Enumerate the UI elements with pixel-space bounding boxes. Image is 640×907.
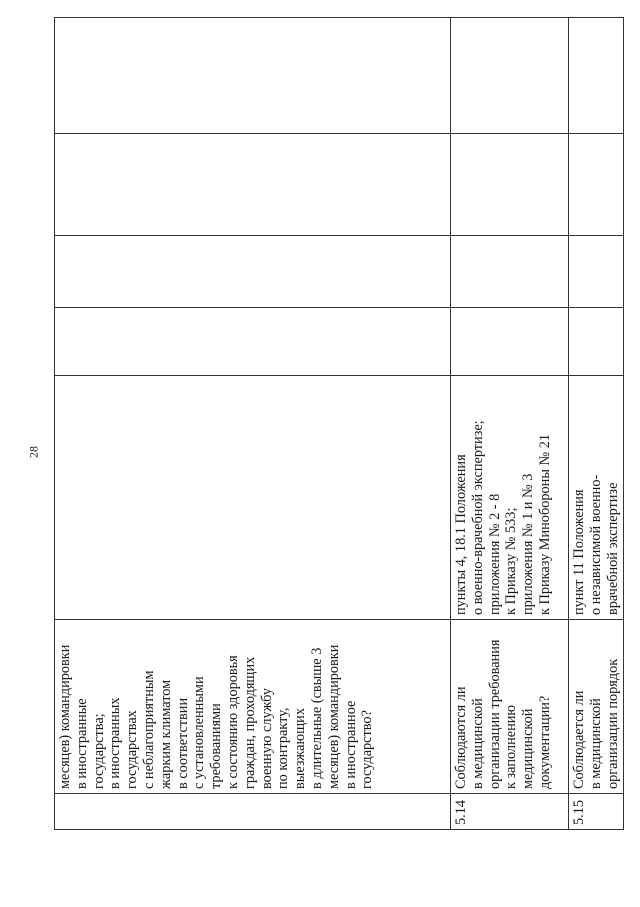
reference-text: пункт 11 Положения о независимой военно- врачебной экспертизе (571, 474, 621, 615)
reference-cell (451, 376, 569, 620)
row-number-cell (451, 794, 569, 830)
question-text: Соблюдается ли в медицинской организации порядок (571, 658, 621, 789)
rotated-table-wrapper (54, 18, 621, 830)
answer-cell (55, 308, 451, 376)
reference-text: пункты 4, 18.1 Положения о военно-врачебной экспертизе; приложения № 2 - 8 к Приказу № 533; приложения № 1 и № 3 к Приказу Минобороны № 21 (453, 420, 553, 615)
question-cell (569, 620, 624, 794)
answer-cell (451, 308, 569, 376)
notes-cell (569, 18, 624, 134)
row-number: 5.15 (571, 799, 587, 825)
answer-cell (55, 236, 451, 308)
row-number-cell (55, 794, 451, 830)
row-number-cell (569, 794, 624, 830)
answer-cell (569, 236, 624, 308)
table-row (569, 18, 624, 830)
answer-cell (569, 308, 624, 376)
page-number: 28 (26, 446, 41, 458)
answer-cell (55, 134, 451, 236)
answer-cell (451, 236, 569, 308)
reference-cell (569, 376, 624, 620)
question-text: месяцев) командировки в иностранные государства; в иностранных государствах с неблагоприятным жарким климатом в соответствии с установленными требованиями к состоянию здоровья граждан, проходящих военную службу по контракту, выезжающих в длительные (свыше 3 месяцев) командировки в иностранное государство? (57, 644, 376, 789)
reference-cell (55, 376, 451, 620)
notes-cell (55, 18, 451, 134)
checklist-table (54, 17, 624, 830)
answer-cell (569, 134, 624, 236)
table-row (55, 18, 451, 830)
question-cell (55, 620, 451, 794)
table-frame (54, 18, 621, 830)
question-cell (451, 620, 569, 794)
row-number: 5.14 (453, 799, 469, 825)
table-row (451, 18, 569, 830)
question-text: Соблюдаются ли в медицинской организации требования к заполнению медицинской документации? (453, 639, 553, 789)
answer-cell (451, 134, 569, 236)
notes-cell (451, 18, 569, 134)
